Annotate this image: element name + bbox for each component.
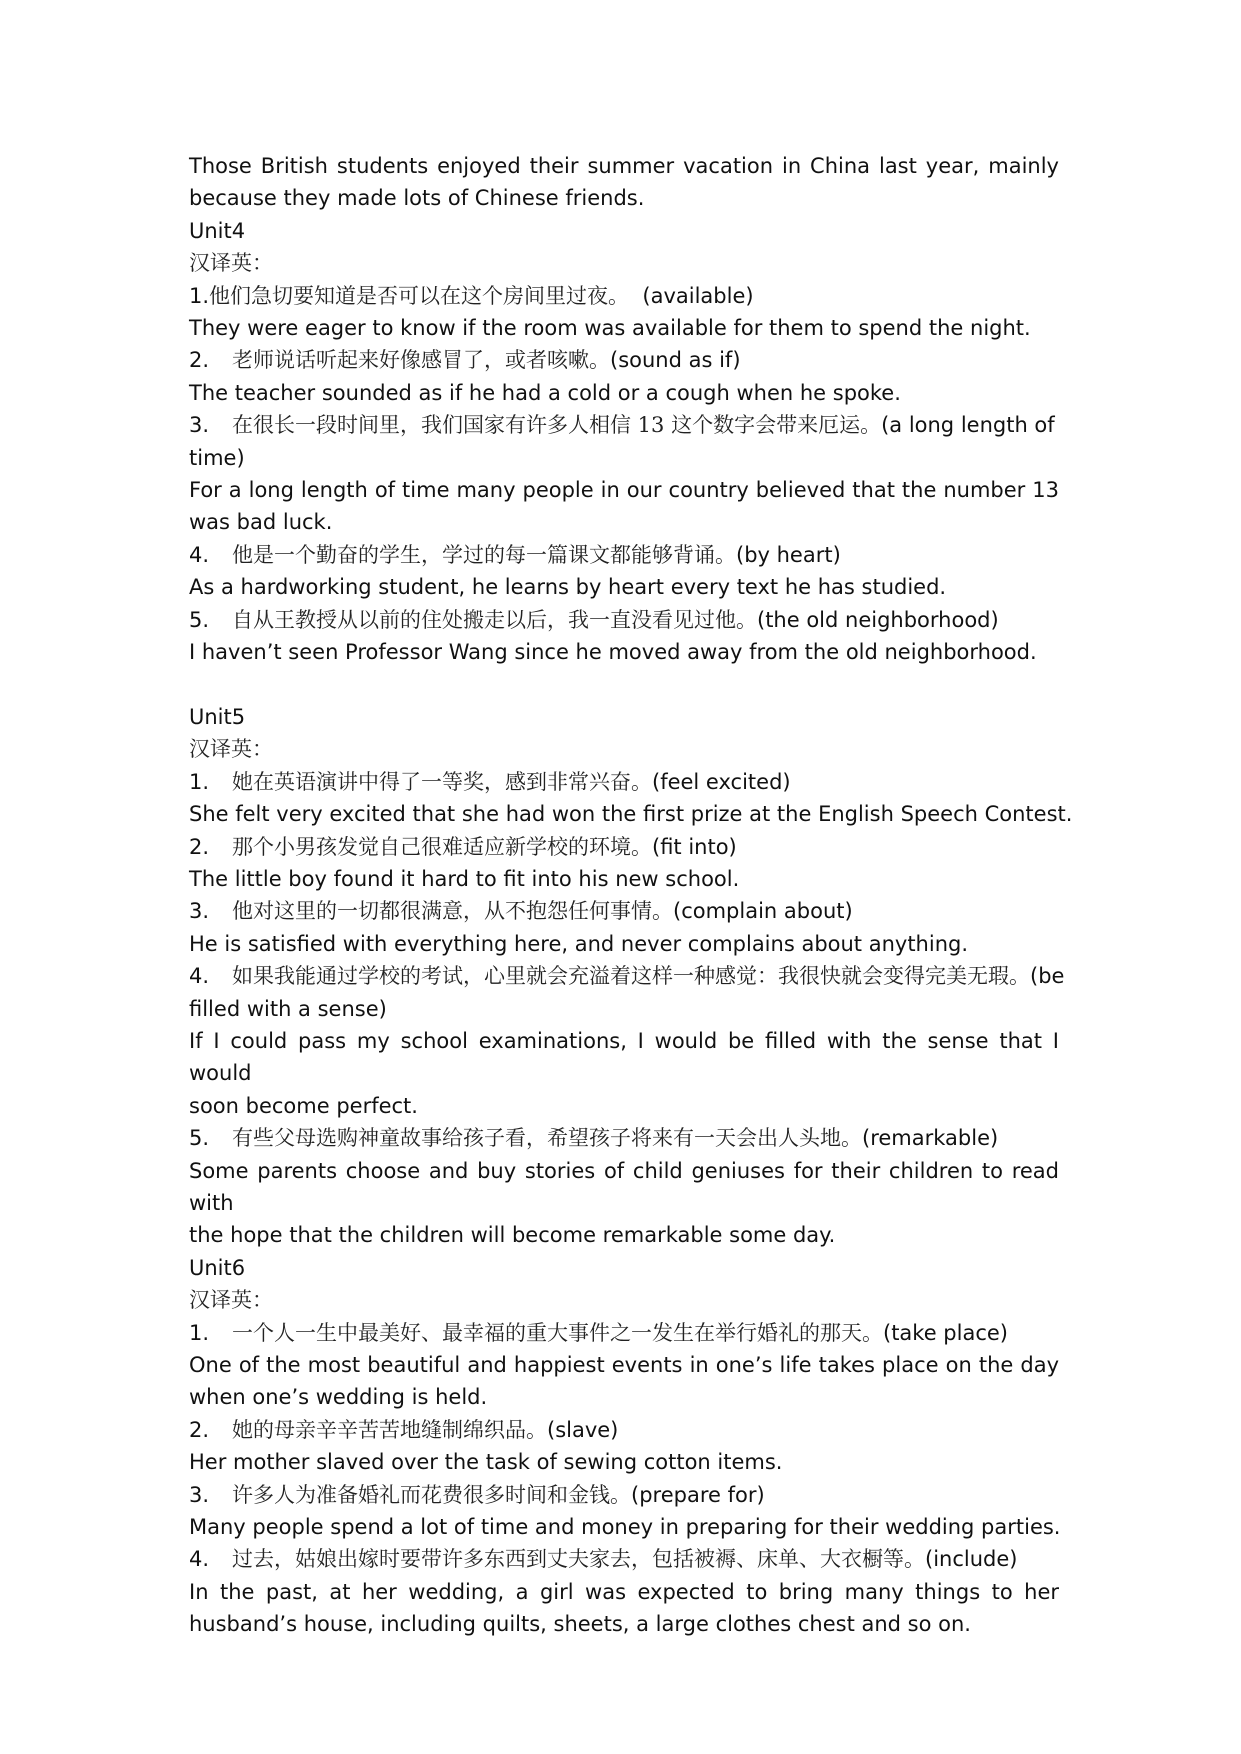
unit4-item1-question <box>189 280 1059 312</box>
item-hint: (complain about) <box>673 899 853 924</box>
item-chinese: 自从王教授从以前的住处搬走以后，我一直没看见过他。 <box>232 607 757 632</box>
item-number: 2. <box>189 348 210 373</box>
item-number: 4. <box>189 1547 210 1572</box>
item-number: 1. <box>189 283 210 308</box>
item-hint: (by heart) <box>736 542 841 567</box>
item-number: 5. <box>189 1126 210 1151</box>
item-hint: (prepare for) <box>631 1482 765 1507</box>
unit5-item4-answer-line1: If I could pass my school examinations, I would be filled with the sense that I would <box>189 1028 1059 1086</box>
unit6-item2-answer: Her mother slaved over the task of sewing cotton items. <box>189 1450 783 1475</box>
item-hint: (include) <box>925 1547 1018 1572</box>
unit4-item1-answer: They were eager to know if the room was available for them to spend the night. <box>189 316 1031 341</box>
item-chinese: 他们急切要知道是否可以在这个房间里过夜。 <box>209 283 630 308</box>
intro-line-2: because they made lots of Chinese friends. <box>189 186 645 211</box>
unit5-item4-hint-continued: filled with a sense) <box>189 996 387 1021</box>
item-hint: (be <box>1030 964 1065 989</box>
item-hint: (available) <box>642 283 754 308</box>
item-hint: (slave) <box>547 1417 619 1442</box>
unit4-item3-hint-continued: time) <box>189 445 245 470</box>
unit6-item4-answer-line1: In the past, at her wedding, a girl was expected to bring many things to her <box>189 1579 1059 1604</box>
unit4-item5-answer: I haven’t seen Professor Wang since he moved away from the old neighborhood. <box>189 640 1037 665</box>
unit5-item3-answer: He is satisfied with everything here, and never complains about anything. <box>189 931 969 956</box>
item-chinese: 许多人为准备婚礼而花费很多时间和金钱。 <box>232 1482 631 1507</box>
unit6-title: Unit6 <box>189 1255 246 1280</box>
item-hint: (take place) <box>883 1320 1008 1345</box>
item-chinese: 如果我能通过学校的考试，心里就会充溢着这样一种感觉：我很快就会变得完美无瑕。 <box>232 964 1030 989</box>
item-hint: (the old neighborhood) <box>757 607 999 632</box>
item-chinese: 他是一个勤奋的学生，学过的每一篇课文都能够背诵。 <box>232 542 736 567</box>
unit6-item1-question <box>189 1317 1059 1349</box>
unit4-item5-question <box>189 604 1059 636</box>
item-number: 4. <box>189 964 210 989</box>
unit4-item4-answer: As a hardworking student, he learns by heart every text he has studied. <box>189 575 947 600</box>
item-number: 5. <box>189 607 210 632</box>
unit6-item4-answer-line2: husband’s house, including quilts, sheets, a large clothes chest and so on. <box>189 1612 971 1637</box>
unit6-item4-question <box>189 1543 1059 1575</box>
item-chinese: 过去，姑娘出嫁时要带许多东西到丈夫家去，包括被褥、床单、大衣橱等。 <box>232 1547 925 1572</box>
unit5-item5-answer-line2: the hope that the children will become remarkable some day. <box>189 1223 836 1248</box>
item-chinese: 她的母亲辛辛苦苦地缝制绵织品。 <box>232 1417 547 1442</box>
item-chinese: 有些父母选购神童故事给孩子看，希望孩子将来有一天会出人头地。 <box>232 1126 862 1151</box>
item-hint: (feel excited) <box>652 769 791 794</box>
item-chinese: 一个人一生中最美好、最幸福的重大事件之一发生在举行婚礼的那天。 <box>232 1320 883 1345</box>
item-hint: (fit into) <box>652 834 737 859</box>
unit4-item2-question <box>189 344 1059 376</box>
unit5-item4-question <box>189 960 1065 992</box>
unit6-item2-question <box>189 1414 1059 1446</box>
unit4-title: Unit4 <box>189 218 246 243</box>
blank-line <box>189 669 1059 701</box>
item-number: 2. <box>189 1417 210 1442</box>
unit4-item3-answer-line1: For a long length of time many people in our country believed that the number 13 <box>189 478 1059 503</box>
unit5-item5-question <box>189 1122 1059 1154</box>
unit4-item3-answer-line2: was bad luck. <box>189 510 333 535</box>
unit4-item3-question <box>189 409 1059 441</box>
item-number: 2. <box>189 834 210 859</box>
unit6-item3-answer: Many people spend a lot of time and money in preparing for their wedding parties. <box>189 1515 1061 1540</box>
item-number: 4. <box>189 542 210 567</box>
item-number: 3. <box>189 899 210 924</box>
unit5-item4-answer-line2: soon become perfect. <box>189 1093 418 1118</box>
unit5-title: Unit5 <box>189 704 246 729</box>
item-hint: (remarkable) <box>862 1126 999 1151</box>
unit6-item1-answer-line2: when one’s wedding is held. <box>189 1385 488 1410</box>
unit4-subtitle: 汉译英： <box>189 251 273 276</box>
item-chinese: 他对这里的一切都很满意，从不抱怨任何事情。 <box>232 899 673 924</box>
item-number: 1. <box>189 1320 210 1345</box>
unit5-item1-answer: She felt very excited that she had won the first prize at the English Speech Contest. <box>189 802 1073 827</box>
unit5-item3-question <box>189 895 1059 927</box>
item-hint: (sound as if) <box>610 348 741 373</box>
item-number: 3. <box>189 1482 210 1507</box>
item-number: 1. <box>189 769 210 794</box>
unit6-subtitle: 汉译英： <box>189 1288 273 1313</box>
unit5-item2-question <box>189 831 1059 863</box>
item-chinese: 那个小男孩发觉自己很难适应新学校的环境。 <box>232 834 652 859</box>
item-number: 3. <box>189 413 210 438</box>
item-chinese: 在很长一段时间里，我们国家有许多人相信 13 这个数字会带来厄运。 <box>232 413 882 438</box>
unit5-item2-answer: The little boy found it hard to fit into his new school. <box>189 866 740 891</box>
item-hint: (a long length of <box>881 413 1055 438</box>
item-chinese: 她在英语演讲中得了一等奖，感到非常兴奋。 <box>232 769 652 794</box>
item-chinese: 老师说话听起来好像感冒了，或者咳嗽。 <box>232 348 610 373</box>
unit6-item1-answer-line1: One of the most beautiful and happiest events in one’s life takes place on the day <box>189 1353 1059 1378</box>
document-page <box>189 150 1073 1641</box>
intro-line-1: Those British students enjoyed their summer vacation in China last year, mainly <box>189 154 1059 178</box>
unit5-item5-answer-line1: Some parents choose and buy stories of child geniuses for their children to read with <box>189 1158 1059 1215</box>
unit5-item1-question <box>189 766 1059 798</box>
unit4-item2-answer: The teacher sounded as if he had a cold or a cough when he spoke. <box>189 380 901 405</box>
unit4-item4-question <box>189 539 1059 571</box>
unit5-subtitle: 汉译英： <box>189 737 273 762</box>
unit6-item3-question <box>189 1479 1059 1511</box>
